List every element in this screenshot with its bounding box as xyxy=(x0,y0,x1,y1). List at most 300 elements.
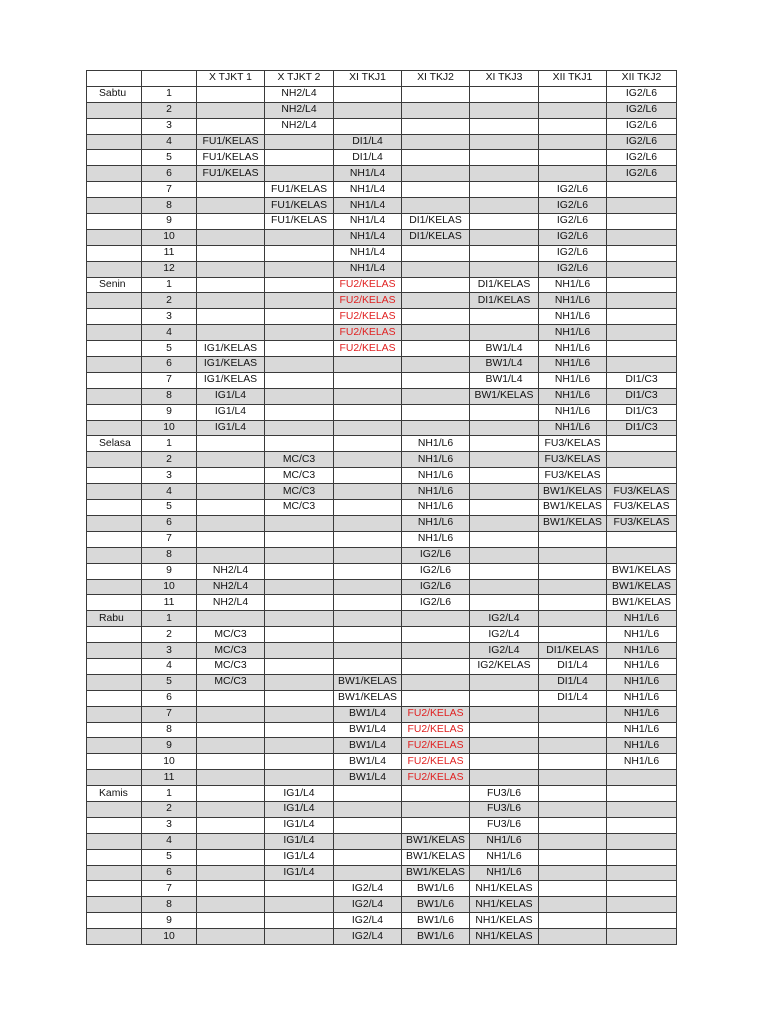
schedule-cell xyxy=(402,293,470,309)
schedule-cell xyxy=(334,404,402,420)
schedule-cell xyxy=(539,166,607,182)
table-row xyxy=(87,372,677,388)
schedule-cell xyxy=(334,357,402,373)
schedule-cell xyxy=(402,420,470,436)
schedule-cell: NH1/L4 xyxy=(334,198,402,214)
schedule-cell: NH1/L6 xyxy=(539,420,607,436)
schedule-cell: BW1/L4 xyxy=(470,372,539,388)
schedule-cell: NH1/L6 xyxy=(402,484,470,500)
table-row xyxy=(87,817,677,833)
period-cell: 10 xyxy=(142,754,197,770)
schedule-cell xyxy=(607,468,677,484)
period-cell: 3 xyxy=(142,118,197,134)
schedule-cell: NH1/L6 xyxy=(470,833,539,849)
schedule-cell: IG1/KELAS xyxy=(197,357,265,373)
schedule-cell xyxy=(470,500,539,516)
schedule-cell xyxy=(402,134,470,150)
period-cell: 11 xyxy=(142,245,197,261)
table-row xyxy=(87,913,677,929)
schedule-cell xyxy=(470,134,539,150)
schedule-cell: BW1/KELAS xyxy=(470,388,539,404)
day-cell: Selasa xyxy=(87,436,142,452)
schedule-cell xyxy=(607,325,677,341)
table-row xyxy=(87,627,677,643)
table-row xyxy=(87,531,677,547)
day-cell xyxy=(87,309,142,325)
day-cell xyxy=(87,801,142,817)
schedule-cell xyxy=(197,754,265,770)
schedule-cell: DI1/L4 xyxy=(334,134,402,150)
day-cell xyxy=(87,913,142,929)
schedule-cell xyxy=(265,325,334,341)
table-row xyxy=(87,865,677,881)
schedule-cell xyxy=(197,722,265,738)
schedule-cell: NH2/L4 xyxy=(265,86,334,102)
schedule-cell: DI1/L4 xyxy=(334,150,402,166)
schedule-cell xyxy=(402,182,470,198)
schedule-cell xyxy=(402,325,470,341)
schedule-cell xyxy=(402,261,470,277)
schedule-cell xyxy=(539,786,607,802)
table-row xyxy=(87,229,677,245)
day-cell xyxy=(87,452,142,468)
schedule-cell: NH2/L4 xyxy=(197,595,265,611)
schedule-cell xyxy=(402,611,470,627)
schedule-cell: DI1/KELAS xyxy=(402,214,470,230)
schedule-cell: MC/C3 xyxy=(197,627,265,643)
schedule-cell xyxy=(402,627,470,643)
schedule-cell: MC/C3 xyxy=(197,658,265,674)
schedule-cell xyxy=(265,770,334,786)
period-cell: 1 xyxy=(142,436,197,452)
period-cell: 12 xyxy=(142,261,197,277)
day-cell xyxy=(87,881,142,897)
period-cell: 6 xyxy=(142,166,197,182)
table-row xyxy=(87,849,677,865)
schedule-cell xyxy=(197,897,265,913)
day-cell xyxy=(87,547,142,563)
schedule-cell xyxy=(197,801,265,817)
schedule-cell xyxy=(402,388,470,404)
schedule-cell xyxy=(334,595,402,611)
schedule-cell: MC/C3 xyxy=(265,468,334,484)
schedule-cell: IG2/L4 xyxy=(334,929,402,945)
schedule-cell: NH1/L6 xyxy=(402,468,470,484)
schedule-cell xyxy=(470,436,539,452)
schedule-cell xyxy=(197,214,265,230)
day-cell: Rabu xyxy=(87,611,142,627)
schedule-cell xyxy=(607,357,677,373)
schedule-cell: FU2/KELAS xyxy=(402,770,470,786)
schedule-cell: IG1/L4 xyxy=(197,404,265,420)
schedule-cell xyxy=(539,579,607,595)
schedule-cell xyxy=(334,547,402,563)
day-cell: Kamis xyxy=(87,786,142,802)
schedule-cell xyxy=(334,611,402,627)
schedule-cell xyxy=(539,722,607,738)
schedule-cell xyxy=(607,786,677,802)
schedule-cell: BW1/KELAS xyxy=(607,563,677,579)
schedule-cell xyxy=(334,436,402,452)
schedule-cell xyxy=(334,643,402,659)
schedule-cell xyxy=(265,388,334,404)
table-row xyxy=(87,277,677,293)
schedule-cell xyxy=(402,309,470,325)
table-row xyxy=(87,690,677,706)
period-cell: 4 xyxy=(142,484,197,500)
table-row xyxy=(87,166,677,182)
schedule-cell xyxy=(334,420,402,436)
schedule-cell: DI1/C3 xyxy=(607,420,677,436)
table-row xyxy=(87,595,677,611)
day-cell xyxy=(87,166,142,182)
schedule-cell xyxy=(197,245,265,261)
table-row xyxy=(87,150,677,166)
schedule-cell: FU2/KELAS xyxy=(402,738,470,754)
schedule-cell xyxy=(197,182,265,198)
schedule-cell: NH1/L6 xyxy=(607,754,677,770)
schedule-cell: NH1/L6 xyxy=(402,515,470,531)
day-cell xyxy=(87,261,142,277)
schedule-cell: IG2/L6 xyxy=(539,229,607,245)
schedule-cell: NH1/L6 xyxy=(607,738,677,754)
schedule-cell: BW1/KELAS xyxy=(334,690,402,706)
schedule-cell xyxy=(470,722,539,738)
period-cell: 7 xyxy=(142,182,197,198)
schedule-cell xyxy=(470,770,539,786)
schedule-cell xyxy=(197,277,265,293)
header-cell: XI TKJ2 xyxy=(402,71,470,87)
day-cell xyxy=(87,722,142,738)
schedule-cell: BW1/L4 xyxy=(334,706,402,722)
period-cell: 1 xyxy=(142,86,197,102)
day-cell xyxy=(87,118,142,134)
header-cell: X TJKT 2 xyxy=(265,71,334,87)
schedule-cell: BW1/L6 xyxy=(402,897,470,913)
schedule-cell: FU3/L6 xyxy=(470,786,539,802)
schedule-cell xyxy=(197,86,265,102)
schedule-cell xyxy=(334,452,402,468)
schedule-cell: NH1/L6 xyxy=(607,611,677,627)
schedule-cell xyxy=(607,547,677,563)
schedule-cell xyxy=(402,801,470,817)
period-cell: 5 xyxy=(142,500,197,516)
day-cell xyxy=(87,849,142,865)
schedule-cell xyxy=(402,86,470,102)
schedule-cell: IG2/L4 xyxy=(470,643,539,659)
table-row xyxy=(87,833,677,849)
schedule-cell xyxy=(265,611,334,627)
period-cell: 3 xyxy=(142,643,197,659)
schedule-cell xyxy=(470,738,539,754)
schedule-cell xyxy=(539,929,607,945)
schedule-cell xyxy=(197,881,265,897)
schedule-cell: DI1/C3 xyxy=(607,388,677,404)
table-row xyxy=(87,245,677,261)
schedule-cell xyxy=(197,436,265,452)
table-row xyxy=(87,706,677,722)
schedule-cell: FU1/KELAS xyxy=(265,198,334,214)
schedule-cell xyxy=(197,198,265,214)
schedule-cell: NH1/L6 xyxy=(402,531,470,547)
schedule-cell xyxy=(402,341,470,357)
schedule-cell xyxy=(197,738,265,754)
schedule-cell xyxy=(265,277,334,293)
schedule-cell: FU3/KELAS xyxy=(539,468,607,484)
period-cell: 8 xyxy=(142,198,197,214)
schedule-cell: NH1/L6 xyxy=(607,627,677,643)
schedule-cell: FU2/KELAS xyxy=(334,341,402,357)
header-cell: XII TKJ1 xyxy=(539,71,607,87)
schedule-cell xyxy=(402,674,470,690)
schedule-cell xyxy=(334,658,402,674)
schedule-cell xyxy=(334,563,402,579)
schedule-cell: IG2/L6 xyxy=(539,245,607,261)
period-cell: 1 xyxy=(142,786,197,802)
schedule-cell: NH1/L4 xyxy=(334,245,402,261)
table-row xyxy=(87,134,677,150)
schedule-cell xyxy=(402,198,470,214)
day-cell xyxy=(87,293,142,309)
schedule-cell: FU1/KELAS xyxy=(197,150,265,166)
schedule-cell xyxy=(334,801,402,817)
schedule-cell xyxy=(402,372,470,388)
schedule-cell xyxy=(539,913,607,929)
schedule-cell xyxy=(470,214,539,230)
table-row xyxy=(87,579,677,595)
schedule-cell xyxy=(265,754,334,770)
schedule-cell: NH1/L4 xyxy=(334,182,402,198)
schedule-cell: IG2/L6 xyxy=(402,547,470,563)
day-cell xyxy=(87,420,142,436)
schedule-cell xyxy=(402,690,470,706)
schedule-cell: MC/C3 xyxy=(197,674,265,690)
schedule-cell: NH1/L6 xyxy=(539,309,607,325)
schedule-cell: MC/C3 xyxy=(197,643,265,659)
schedule-cell: IG2/L6 xyxy=(539,198,607,214)
schedule-cell xyxy=(607,865,677,881)
schedule-cell xyxy=(197,770,265,786)
schedule-cell xyxy=(539,611,607,627)
schedule-cell xyxy=(197,515,265,531)
schedule-cell xyxy=(539,770,607,786)
day-cell xyxy=(87,325,142,341)
schedule-cell xyxy=(265,738,334,754)
schedule-cell xyxy=(402,658,470,674)
period-cell: 4 xyxy=(142,325,197,341)
day-cell xyxy=(87,658,142,674)
schedule-cell: NH1/KELAS xyxy=(470,897,539,913)
day-cell xyxy=(87,182,142,198)
period-cell: 2 xyxy=(142,801,197,817)
period-cell: 7 xyxy=(142,372,197,388)
schedule-cell xyxy=(334,833,402,849)
schedule-cell xyxy=(607,897,677,913)
period-cell: 10 xyxy=(142,929,197,945)
schedule-cell xyxy=(265,531,334,547)
schedule-cell: NH1/L4 xyxy=(334,214,402,230)
schedule-cell xyxy=(470,261,539,277)
schedule-cell: BW1/KELAS xyxy=(334,674,402,690)
schedule-cell xyxy=(607,182,677,198)
schedule-table xyxy=(86,70,677,945)
period-cell: 7 xyxy=(142,531,197,547)
day-cell xyxy=(87,897,142,913)
table-row xyxy=(87,611,677,627)
schedule-cell xyxy=(607,198,677,214)
day-cell xyxy=(87,706,142,722)
schedule-cell xyxy=(470,674,539,690)
schedule-cell xyxy=(470,452,539,468)
day-cell xyxy=(87,595,142,611)
schedule-cell: FU3/KELAS xyxy=(539,452,607,468)
header-cell: XI TKJ1 xyxy=(334,71,402,87)
table-row xyxy=(87,674,677,690)
schedule-cell xyxy=(197,849,265,865)
schedule-cell xyxy=(539,897,607,913)
table-row xyxy=(87,118,677,134)
schedule-cell: BW1/L6 xyxy=(402,929,470,945)
schedule-cell xyxy=(470,754,539,770)
schedule-cell xyxy=(402,817,470,833)
schedule-cell xyxy=(539,881,607,897)
schedule-cell: NH1/L6 xyxy=(470,849,539,865)
table-row xyxy=(87,643,677,659)
schedule-cell xyxy=(265,913,334,929)
schedule-cell xyxy=(470,579,539,595)
schedule-cell: NH1/L6 xyxy=(402,436,470,452)
day-cell: Senin xyxy=(87,277,142,293)
schedule-cell: BW1/KELAS xyxy=(402,865,470,881)
table-row xyxy=(87,182,677,198)
header-cell: XII TKJ2 xyxy=(607,71,677,87)
schedule-cell xyxy=(470,404,539,420)
schedule-cell xyxy=(470,595,539,611)
schedule-cell: BW1/L4 xyxy=(470,341,539,357)
schedule-cell: BW1/KELAS xyxy=(402,849,470,865)
period-cell: 6 xyxy=(142,357,197,373)
schedule-cell xyxy=(539,150,607,166)
day-cell xyxy=(87,500,142,516)
period-cell: 10 xyxy=(142,229,197,245)
schedule-cell xyxy=(197,261,265,277)
schedule-cell: NH1/L6 xyxy=(607,690,677,706)
schedule-cell xyxy=(539,627,607,643)
schedule-cell xyxy=(197,547,265,563)
schedule-cell xyxy=(265,134,334,150)
schedule-cell xyxy=(334,531,402,547)
day-cell xyxy=(87,865,142,881)
schedule-cell xyxy=(470,245,539,261)
day-cell: Sabtu xyxy=(87,86,142,102)
schedule-cell xyxy=(607,531,677,547)
schedule-cell xyxy=(607,229,677,245)
period-cell: 1 xyxy=(142,277,197,293)
schedule-cell xyxy=(539,754,607,770)
table-row xyxy=(87,436,677,452)
schedule-cell xyxy=(402,245,470,261)
table-row xyxy=(87,801,677,817)
schedule-cell: NH1/L6 xyxy=(402,452,470,468)
schedule-cell xyxy=(470,309,539,325)
schedule-cell: NH1/L6 xyxy=(402,500,470,516)
schedule-cell xyxy=(265,357,334,373)
table-row xyxy=(87,420,677,436)
schedule-cell xyxy=(334,468,402,484)
schedule-cell: DI1/L4 xyxy=(539,674,607,690)
schedule-cell: IG2/L4 xyxy=(470,627,539,643)
period-cell: 8 xyxy=(142,722,197,738)
day-cell xyxy=(87,341,142,357)
schedule-cell xyxy=(607,261,677,277)
schedule-cell: IG2/L6 xyxy=(539,214,607,230)
schedule-cell xyxy=(539,531,607,547)
schedule-cell xyxy=(334,118,402,134)
schedule-cell: DI1/KELAS xyxy=(402,229,470,245)
day-cell xyxy=(87,404,142,420)
schedule-cell: FU3/KELAS xyxy=(607,500,677,516)
schedule-cell: DI1/KELAS xyxy=(539,643,607,659)
period-cell: 7 xyxy=(142,706,197,722)
schedule-cell xyxy=(334,865,402,881)
schedule-cell: IG1/L4 xyxy=(265,833,334,849)
period-cell: 11 xyxy=(142,770,197,786)
schedule-cell xyxy=(265,404,334,420)
schedule-cell xyxy=(470,690,539,706)
table-row xyxy=(87,515,677,531)
schedule-cell xyxy=(607,452,677,468)
schedule-cell: IG2/L4 xyxy=(470,611,539,627)
schedule-cell xyxy=(607,293,677,309)
schedule-cell: FU2/KELAS xyxy=(334,277,402,293)
schedule-cell: IG2/L6 xyxy=(607,166,677,182)
schedule-cell: NH2/L4 xyxy=(265,118,334,134)
day-cell xyxy=(87,579,142,595)
schedule-cell: BW1/KELAS xyxy=(539,515,607,531)
table-row xyxy=(87,754,677,770)
schedule-cell: NH2/L4 xyxy=(197,579,265,595)
schedule-cell xyxy=(265,372,334,388)
schedule-cell xyxy=(334,515,402,531)
table-row xyxy=(87,309,677,325)
schedule-cell xyxy=(402,118,470,134)
schedule-cell: FU3/L6 xyxy=(470,817,539,833)
schedule-cell xyxy=(265,563,334,579)
schedule-cell: BW1/L4 xyxy=(470,357,539,373)
schedule-cell xyxy=(402,404,470,420)
schedule-cell: FU2/KELAS xyxy=(402,754,470,770)
schedule-cell xyxy=(265,436,334,452)
day-cell xyxy=(87,357,142,373)
schedule-cell xyxy=(539,706,607,722)
schedule-cell xyxy=(539,118,607,134)
period-cell: 6 xyxy=(142,515,197,531)
schedule-cell xyxy=(265,643,334,659)
period-cell: 2 xyxy=(142,627,197,643)
schedule-cell xyxy=(265,261,334,277)
schedule-cell: BW1/KELAS xyxy=(402,833,470,849)
schedule-cell xyxy=(197,611,265,627)
day-cell xyxy=(87,372,142,388)
table-row xyxy=(87,357,677,373)
schedule-cell: IG1/L4 xyxy=(265,849,334,865)
day-cell xyxy=(87,515,142,531)
schedule-cell xyxy=(197,484,265,500)
schedule-cell xyxy=(402,357,470,373)
period-cell: 1 xyxy=(142,611,197,627)
header-row xyxy=(87,71,677,87)
schedule-cell xyxy=(402,277,470,293)
